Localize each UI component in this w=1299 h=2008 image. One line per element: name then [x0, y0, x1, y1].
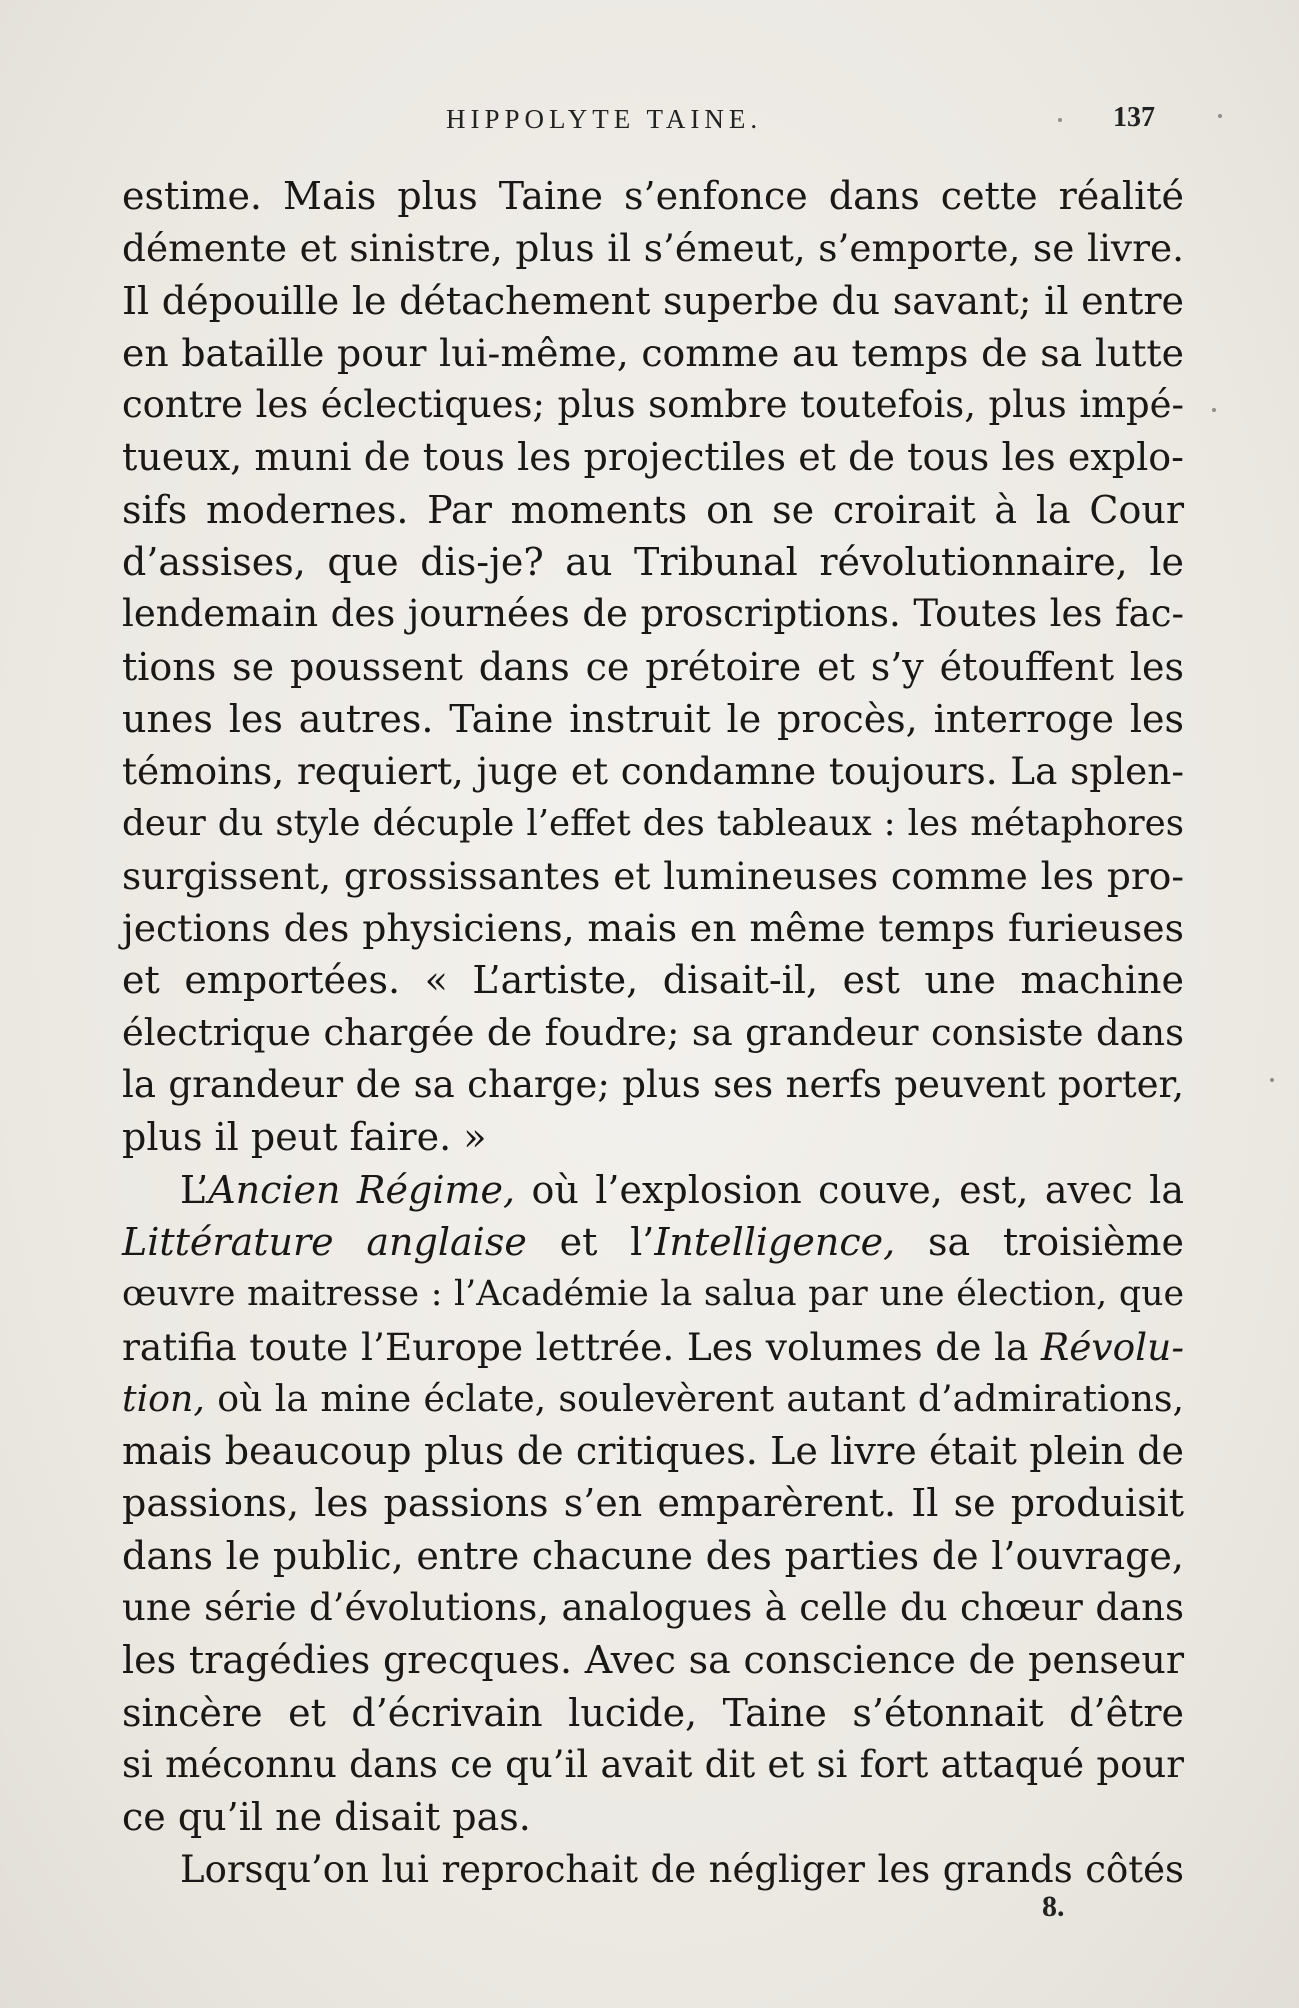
text-fragment: et l’ — [526, 1219, 655, 1264]
page-number: 137 — [1113, 102, 1155, 133]
text-line: une série d’évolutions, analogues à celle du chœur dans — [122, 1586, 1184, 1630]
text-line — [122, 1373, 1184, 1425]
text-line: électrique chargée de foudre; sa grandeur consiste dans — [122, 1010, 1184, 1054]
text-line — [122, 1216, 1184, 1268]
text-fragment: sa troisième — [895, 1219, 1185, 1264]
text-fragment: où la mine éclate, soulevèrent autant d’admirations, — [204, 1376, 1184, 1420]
text-line: tueux, muni de tous les projectiles et de tous les explo- — [122, 435, 1184, 480]
text-line: estime. Mais plus Taine s’enfonce dans cette réalité — [122, 174, 1184, 218]
text-line: sifs modernes. Par moments on se croirait à la Cour — [122, 487, 1184, 532]
paper-speck — [1058, 118, 1062, 122]
paper-speck — [1218, 114, 1222, 118]
text-line: mais beaucoup plus de critiques. Le livre était plein de — [122, 1429, 1184, 1474]
text-line: en bataille pour lui-même, comme au temps de sa lutte — [122, 330, 1184, 375]
text-fragment: où l’explosion couve, est, avec la — [515, 1167, 1184, 1212]
text-line — [122, 1321, 1184, 1373]
text-line: unes les autres. Taine instruit le procès, interroge les — [122, 696, 1184, 741]
running-title: HIPPOLYTE TAINE. — [446, 104, 763, 134]
body-text — [122, 170, 1184, 1896]
text-line: contre les éclectiques; plus sombre toutefois, plus impé- — [122, 383, 1184, 427]
text-line: si méconnu dans ce qu’il avait dit et si fort attaqué pour — [122, 1742, 1184, 1786]
italic-title: Littérature anglaise — [122, 1219, 527, 1264]
italic-title: Intelligence, — [654, 1219, 896, 1264]
text-line: témoins, requiert, juge et condamne toujours. La splen- — [122, 749, 1184, 794]
signature-mark: 8. — [1042, 1890, 1065, 1923]
text-line: Il dépouille le détachement superbe du savant; il entre — [122, 278, 1184, 323]
italic-title: Révolu- — [1040, 1324, 1184, 1369]
paper-speck — [1212, 408, 1216, 412]
text-line: ce qu’il ne disait pas. — [122, 1795, 531, 1840]
text-line: lendemain des journées de proscriptions. Toutes les fac- — [122, 592, 1184, 636]
running-head — [0, 104, 1299, 144]
text-line: surgissent, grossissantes et lumineuses comme les pro- — [122, 853, 1184, 898]
text-line: tions se poussent dans ce prétoire et s’y étouffent les — [122, 644, 1184, 689]
italic-title: tion, — [122, 1376, 205, 1420]
text-line: plus il peut faire. » — [122, 1115, 487, 1160]
text-line: dans le public, entre chacune des parties de l’ouvrage, — [122, 1533, 1184, 1578]
text-line: jections des physiciens, mais en même temps furieuses — [122, 906, 1184, 951]
text-line: passions, les passions s’en emparèrent. Il se produisit — [122, 1481, 1184, 1526]
text-line: Lorsqu’on lui reprochait de négliger les grands côtés — [180, 1847, 1184, 1891]
text-line: la grandeur de sa charge; plus ses nerfs peuvent porter, — [122, 1063, 1184, 1107]
text-line: démente et sinistre, plus il s’émeut, s’emporte, se livre. — [122, 226, 1184, 271]
italic-title: Ancien Régime, — [208, 1167, 516, 1212]
text-line: et emportées. « L’artiste, disait-il, est une machine — [122, 958, 1184, 1003]
text-line: les tragédies grecques. Avec sa conscience de penseur — [122, 1638, 1184, 1683]
text-line: d’assises, que dis-je? au Tribunal révolutionnaire, le — [122, 540, 1184, 585]
text-line: œuvre maitresse : l’Académie la salua par une élection, que — [122, 1274, 1184, 1315]
text-fragment: L’ — [180, 1167, 209, 1212]
text-line: deur du style décuple l’effet des tableaux : les métaphores — [122, 802, 1184, 844]
text-fragment: ratifia toute l’Europe lettrée. Les volumes de la — [122, 1324, 1041, 1369]
text-line — [122, 1164, 1184, 1216]
text-line: sincère et d’écrivain lucide, Taine s’étonnait d’être — [122, 1690, 1184, 1735]
paper-speck — [1270, 1078, 1274, 1082]
